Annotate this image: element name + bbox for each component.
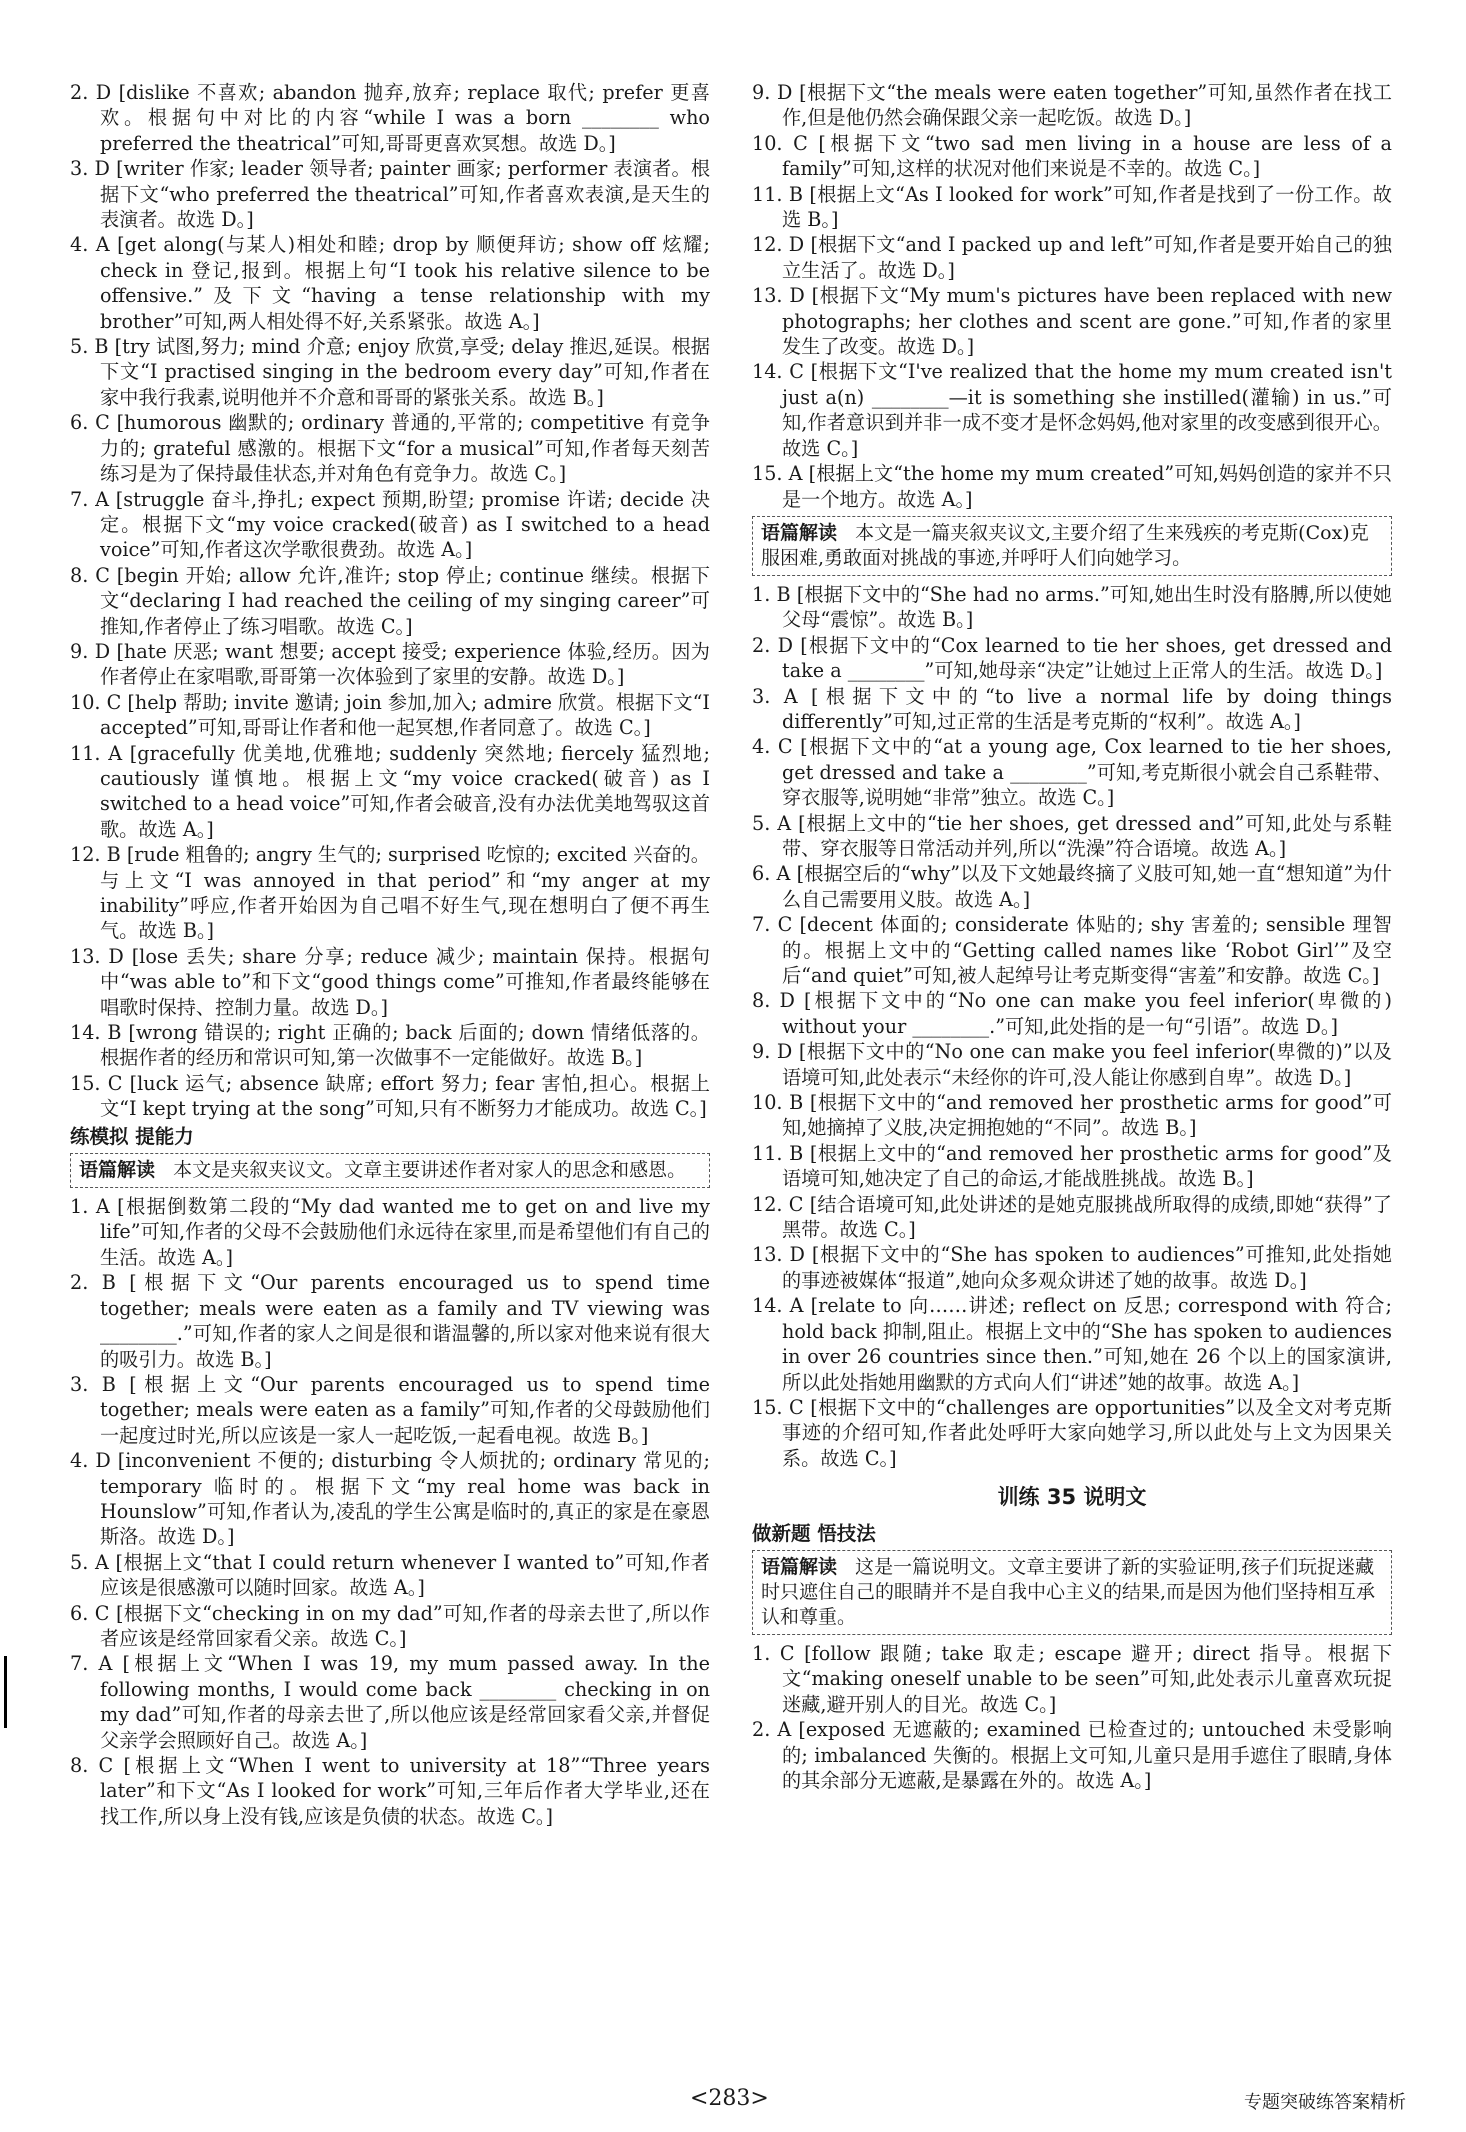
answer-entry: 5. A [根据上文中的“tie her shoes, get dressed and”可知,此处与系鞋带、穿衣服等日常活动并列,所以“洗澡”符合语境。故选 A。] bbox=[752, 811, 1392, 860]
answer-entry: 3. A [根据下文中的“to live a normal life by doing things differently”可知,过正常的生活是考克斯的“权利”。故选 A。] bbox=[752, 684, 1392, 733]
answer-entry: 9. D [根据下文中的“No one can make you feel inferior(卑微的)”以及语境可知,此处表示“未经你的许可,没人能让你感到自卑”。故选 D。] bbox=[752, 1040, 1392, 1089]
answer-entry: 10. C [help 帮助; invite 邀请; join 参加,加入; admire 欣赏。根据下文“I accepted”可知,哥哥让作者和他一起冥想,作者同意了。故选 C。] bbox=[70, 690, 710, 740]
margin-marker bbox=[4, 1656, 7, 1728]
answer-entry: 3. D [writer 作家; leader 领导者; painter 画家; performer 表演者。根据下文“who preferred the theatrical”可知,作者喜欢表演,是天生的表演者。故选 D。] bbox=[70, 157, 710, 232]
right-answer-list-b bbox=[752, 582, 1392, 1471]
answer-entry: 8. C [根据上文“When I went to university at 18”“Three years later”和下文“As I looked for work”可知,三年后作者大学毕业,还在找工作,所以身上没有钱,应该是负债的状态。故选 C。] bbox=[70, 1754, 710, 1828]
answer-entry: 8. C [begin 开始; allow 允许,准许; stop 停止; continue 继续。根据下文“declaring I had reached the ceiling of my singing career”可推知,作者停止了练习唱歌。故选 C。] bbox=[70, 563, 710, 638]
left-column bbox=[70, 80, 710, 1829]
passage-analysis-label: 语篇解读 bbox=[761, 1555, 838, 1578]
answer-entry: 6. C [humorous 幽默的; ordinary 普通的,平常的; competitive 有竞争力的; grateful 感激的。根据下文“for a musical”可知,作者每天刻苦练习是为了保持最佳状态,并对角色有竞争力。故选 C。] bbox=[70, 411, 710, 486]
right-answer-list-c bbox=[752, 1641, 1392, 1793]
training-title: 训练 35 说明文 bbox=[997, 1485, 1147, 1510]
answer-entry: 2. A [exposed 无遮蔽的; examined 已检查过的; untouched 未受影响的; imbalanced 失衡的。根据上文可知,儿童只是用手遮住了眼睛,身体的其余部分无遮蔽,是暴露在外的。故选 A。] bbox=[752, 1718, 1392, 1792]
answer-entry: 12. C [结合语境可知,此处讲述的是她克服挑战所取得的成绩,即她“获得”了黑带。故选 C。] bbox=[752, 1192, 1392, 1242]
answer-entry: 7. A [根据上文“When I was 19, my mum passed away. In the following months, I would come back ________ checking in on my dad”可知,作者的母亲去世了,所以他应该是经常回家看父亲,并督促父亲学会照顾好自己。故选 A。] bbox=[70, 1652, 710, 1752]
answer-entry: 4. D [inconvenient 不便的; disturbing 令人烦扰的; ordinary 常见的; temporary 临时的。根据下文“my real home was back in Hounslow”可知,作者认为,凌乱的学生公寓是临时的,真正的家是在豪恩斯洛。故选 D。] bbox=[70, 1449, 710, 1549]
answer-entry: 3. B [根据上文“Our parents encouraged us to spend time together; meals were eaten as a family”可知,作者的父母鼓励他们一起度过时光,所以应该是一家人一起吃饭,一起看电视。故选 B。] bbox=[70, 1372, 710, 1447]
answer-entry: 5. A [根据上文“that I could return whenever I wanted to”可知,作者应该是很感激可以随时回家。故选 A。] bbox=[70, 1550, 710, 1600]
answer-entry: 11. B [根据上文“As I looked for work”可知,作者是找到了一份工作。故选 B。] bbox=[752, 182, 1392, 232]
answer-entry: 2. D [dislike 不喜欢; abandon 抛弃,放弃; replace 取代; prefer 更喜欢。根据句中对比的内容“while I was a born ________ who preferred the theatrical”可知,哥哥更喜欢冥想。故选 D。] bbox=[70, 81, 710, 155]
answer-entry: 2. B [根据下文“Our parents encouraged us to spend time together; meals were eaten as a family and TV viewing was ________.”可知,作者的家人之间是很和谐温馨的,所以家对他来说有很大的吸引力。故选 B。] bbox=[70, 1271, 710, 1371]
answer-entry: 14. B [wrong 错误的; right 正确的; back 后面的; down 情绪低落的。根据作者的经历和常识可知,第一次做事不一定能做好。故选 B。] bbox=[70, 1021, 710, 1070]
passage-analysis-label: 语篇解读 bbox=[761, 521, 838, 544]
answer-entry: 1. B [根据下文中的“She had no arms.”可知,她出生时没有胳膊,所以使她父母“震惊”。故选 B。] bbox=[752, 582, 1392, 632]
passage-analysis-label: 语篇解读 bbox=[79, 1159, 156, 1182]
section-heading-practice: 练模拟 提能力 bbox=[70, 1124, 194, 1148]
answer-entry: 1. A [根据倒数第二段的“My dad wanted me to get on and live my life”可知,作者的父母不会鼓励他们永远待在家里,而是希望他们有自己的生活。故选 A。] bbox=[70, 1195, 710, 1269]
answer-entry: 12. D [根据下文“and I packed up and left”可知,作者是要开始自己的独立生活了。故选 D。] bbox=[752, 233, 1392, 282]
answer-entry: 7. A [struggle 奋斗,挣扎; expect 预期,盼望; promise 许诺; decide 决定。根据下文“my voice cracked(破音) as I switched to a head voice”可知,作者这次学歌很费劲。故选 A。] bbox=[70, 487, 710, 562]
answer-entry: 6. A [根据空后的“why”以及下文她最终摘了义肢可知,她一直“想知道”为什么自己需要用义肢。故选 A。] bbox=[752, 862, 1392, 911]
answer-entry: 13. D [lose 丢失; share 分享; reduce 减少; maintain 保持。根据句中“was able to”和下文“good things come”可推知,作者最终能够在唱歌时保持、控制力量。故选 D。] bbox=[70, 944, 710, 1019]
answer-entry: 8. D [根据下文中的“No one can make you feel inferior(卑微的) without your ________.”可知,此处指的是一句“引语”。故选 D。] bbox=[752, 989, 1392, 1038]
answer-entry: 12. B [rude 粗鲁的; angry 生气的; surprised 吃惊的; excited 兴奋的。与上文“I was annoyed in that period”和“my anger at my inability”呼应,作者开始因为自己唱不好生气,现在想明白了便不再生气。故选 B。] bbox=[70, 843, 710, 943]
answer-entry: 4. A [get along(与某人)相处和睦; drop by 顺便拜访; show off 炫耀; check in 登记,报到。根据上句“I took his relative silence to be offensive.”及下文“having a tense relationship with my brother”可知,两人相处得不好,关系紧张。故选 A。] bbox=[70, 233, 710, 333]
answer-entry: 14. C [根据下文“I've realized that the home my mum created isn't just a(n) ________—it is something she instilled(灌输) in us.”可知,作者意识到并非一成不变才是怀念妈妈,他对家里的改变感到很开心。故选 C。] bbox=[752, 360, 1392, 460]
answer-entry: 9. D [hate 厌恶; want 想要; accept 接受; experience 体验,经历。因为作者停止在家唱歌,哥哥第一次体验到了家里的安静。故选 D。] bbox=[70, 639, 710, 689]
answer-entry: 7. C [decent 体面的; considerate 体贴的; shy 害羞的; sensible 理智的。根据上文中的“Getting called names like ‘Robot Girl’”及空后“and quiet”可知,被人起绰号让考克斯变得“害羞”和安静。故选 C。] bbox=[752, 913, 1392, 987]
answer-entry: 6. C [根据下文“checking in on my dad”可知,作者的母亲去世了,所以作者应该是经常回家看父亲。故选 C。] bbox=[70, 1601, 710, 1650]
answer-entry: 15. C [luck 运气; absence 缺席; effort 努力; fear 害怕,担心。根据上文“I kept trying at the song”可知,只有不断努力才能成功。故选 C。] bbox=[70, 1071, 710, 1121]
answer-entry: 10. C [根据下文“two sad men living in a house are less of a family”可知,这样的状况对他们来说是不幸的。故选 C。] bbox=[752, 131, 1392, 181]
left-answer-list-a bbox=[70, 80, 710, 1122]
answer-entry: 15. C [根据下文中的“challenges are opportunities”以及全文对考克斯事迹的介绍可知,作者此处呼吁大家向她学习,所以此处与上文为因果关系。故选 C。] bbox=[752, 1395, 1392, 1470]
answer-entry: 9. D [根据下文“the meals were eaten together”可知,虽然作者在找工作,但是他仍然会确保跟父亲一起吃饭。故选 D。] bbox=[752, 81, 1392, 130]
answer-entry: 2. D [根据下文中的“Cox learned to tie her shoes, get dressed and take a ________”可知,她母亲“决定”让她过上正常人的生活。故选 D。] bbox=[752, 633, 1392, 683]
answer-entry: 14. A [relate to 向……讲述; reflect on 反思; correspond with 符合; hold back 抑制,阻止。根据上文中的“She has spoken to audiences in over 26 countries since then.”可知,她在 26 个以上的国家演讲,所以此处指她用幽默的方式向人们“讲述”她的故事。故选 A。] bbox=[752, 1294, 1392, 1394]
passage-analysis-text: 本文是一篇夹叙夹议文,主要介绍了生来残疾的考克斯(Cox)克服困难,勇敢面对挑战的事迹,并呼吁人们向她学习。 bbox=[761, 521, 1369, 569]
answer-entry: 10. B [根据下文中的“and removed her prosthetic arms for good”可知,她摘掉了义肢,决定拥抱她的“不同”。故选 B。] bbox=[752, 1091, 1392, 1140]
passage-analysis-text: 本文是夹叙夹议文。文章主要讲述作者对家人的思念和感恩。 bbox=[173, 1159, 687, 1182]
passage-analysis-box-2 bbox=[752, 516, 1392, 576]
passage-analysis-box bbox=[70, 1153, 710, 1188]
answer-entry: 1. C [follow 跟随; take 取走; escape 避开; direct 指导。根据下文“making oneself unable to be seen”可知,此处表示儿童喜欢玩捉迷藏,避开别人的目光。故选 C。] bbox=[752, 1641, 1392, 1716]
answer-entry: 13. D [根据下文“My mum's pictures have been replaced with new photographs; her clothes and scent are gone.”可知,作者的家里发生了改变。故选 D。] bbox=[752, 284, 1392, 359]
answer-entry: 11. B [根据上文中的“and removed her prosthetic arms for good”及语境可知,她决定了自己的命运,才能战胜挑战。故选 B。] bbox=[752, 1141, 1392, 1191]
right-answer-list-a bbox=[752, 80, 1392, 512]
answer-entry: 15. A [根据上文“the home my mum created”可知,妈妈创造的家并不只是一个地方。故选 A。] bbox=[752, 462, 1392, 511]
answer-entry: 5. B [try 试图,努力; mind 介意; enjoy 欣赏,享受; delay 推迟,延误。根据下文“I practised singing in the bedroom every day”可知,作者在家中我行我素,说明他并不介意和哥哥的紧张关系。故选 B。] bbox=[70, 335, 710, 409]
right-column bbox=[752, 80, 1392, 1793]
section-heading-new: 做新题 悟技法 bbox=[752, 1521, 876, 1545]
passage-analysis-text: 这是一篇说明文。文章主要讲了新的实验证明,孩子们玩捉迷藏时只遮住自己的眼睛并不是自我中心主义的结果,而是因为他们坚持相互承认和尊重。 bbox=[761, 1555, 1376, 1628]
left-answer-list-b bbox=[70, 1194, 710, 1829]
answer-entry: 11. A [gracefully 优美地,优雅地; suddenly 突然地; fiercely 猛烈地; cautiously 谨慎地。根据上文“my voice cracked(破音) as I switched to a head voice”可知,作者会破音,没有办法优美地驾驭这首歌。故选 A。] bbox=[70, 741, 710, 841]
answer-entry: 4. C [根据下文中的“at a young age, Cox learned to tie her shoes, get dressed and take a ________”可知,考克斯很小就会自己系鞋带、穿衣服等,说明她“非常”独立。故选 C。] bbox=[752, 735, 1392, 810]
page-number: <283> bbox=[690, 2086, 769, 2111]
passage-analysis-box-3 bbox=[752, 1550, 1392, 1635]
answer-entry: 13. D [根据下文中的“She has spoken to audiences”可推知,此处指她的事迹被媒体“报道”,她向众多观众讲述了她的故事。故选 D。] bbox=[752, 1243, 1392, 1292]
book-title: 专题突破练答案精析 bbox=[1244, 2092, 1406, 2113]
